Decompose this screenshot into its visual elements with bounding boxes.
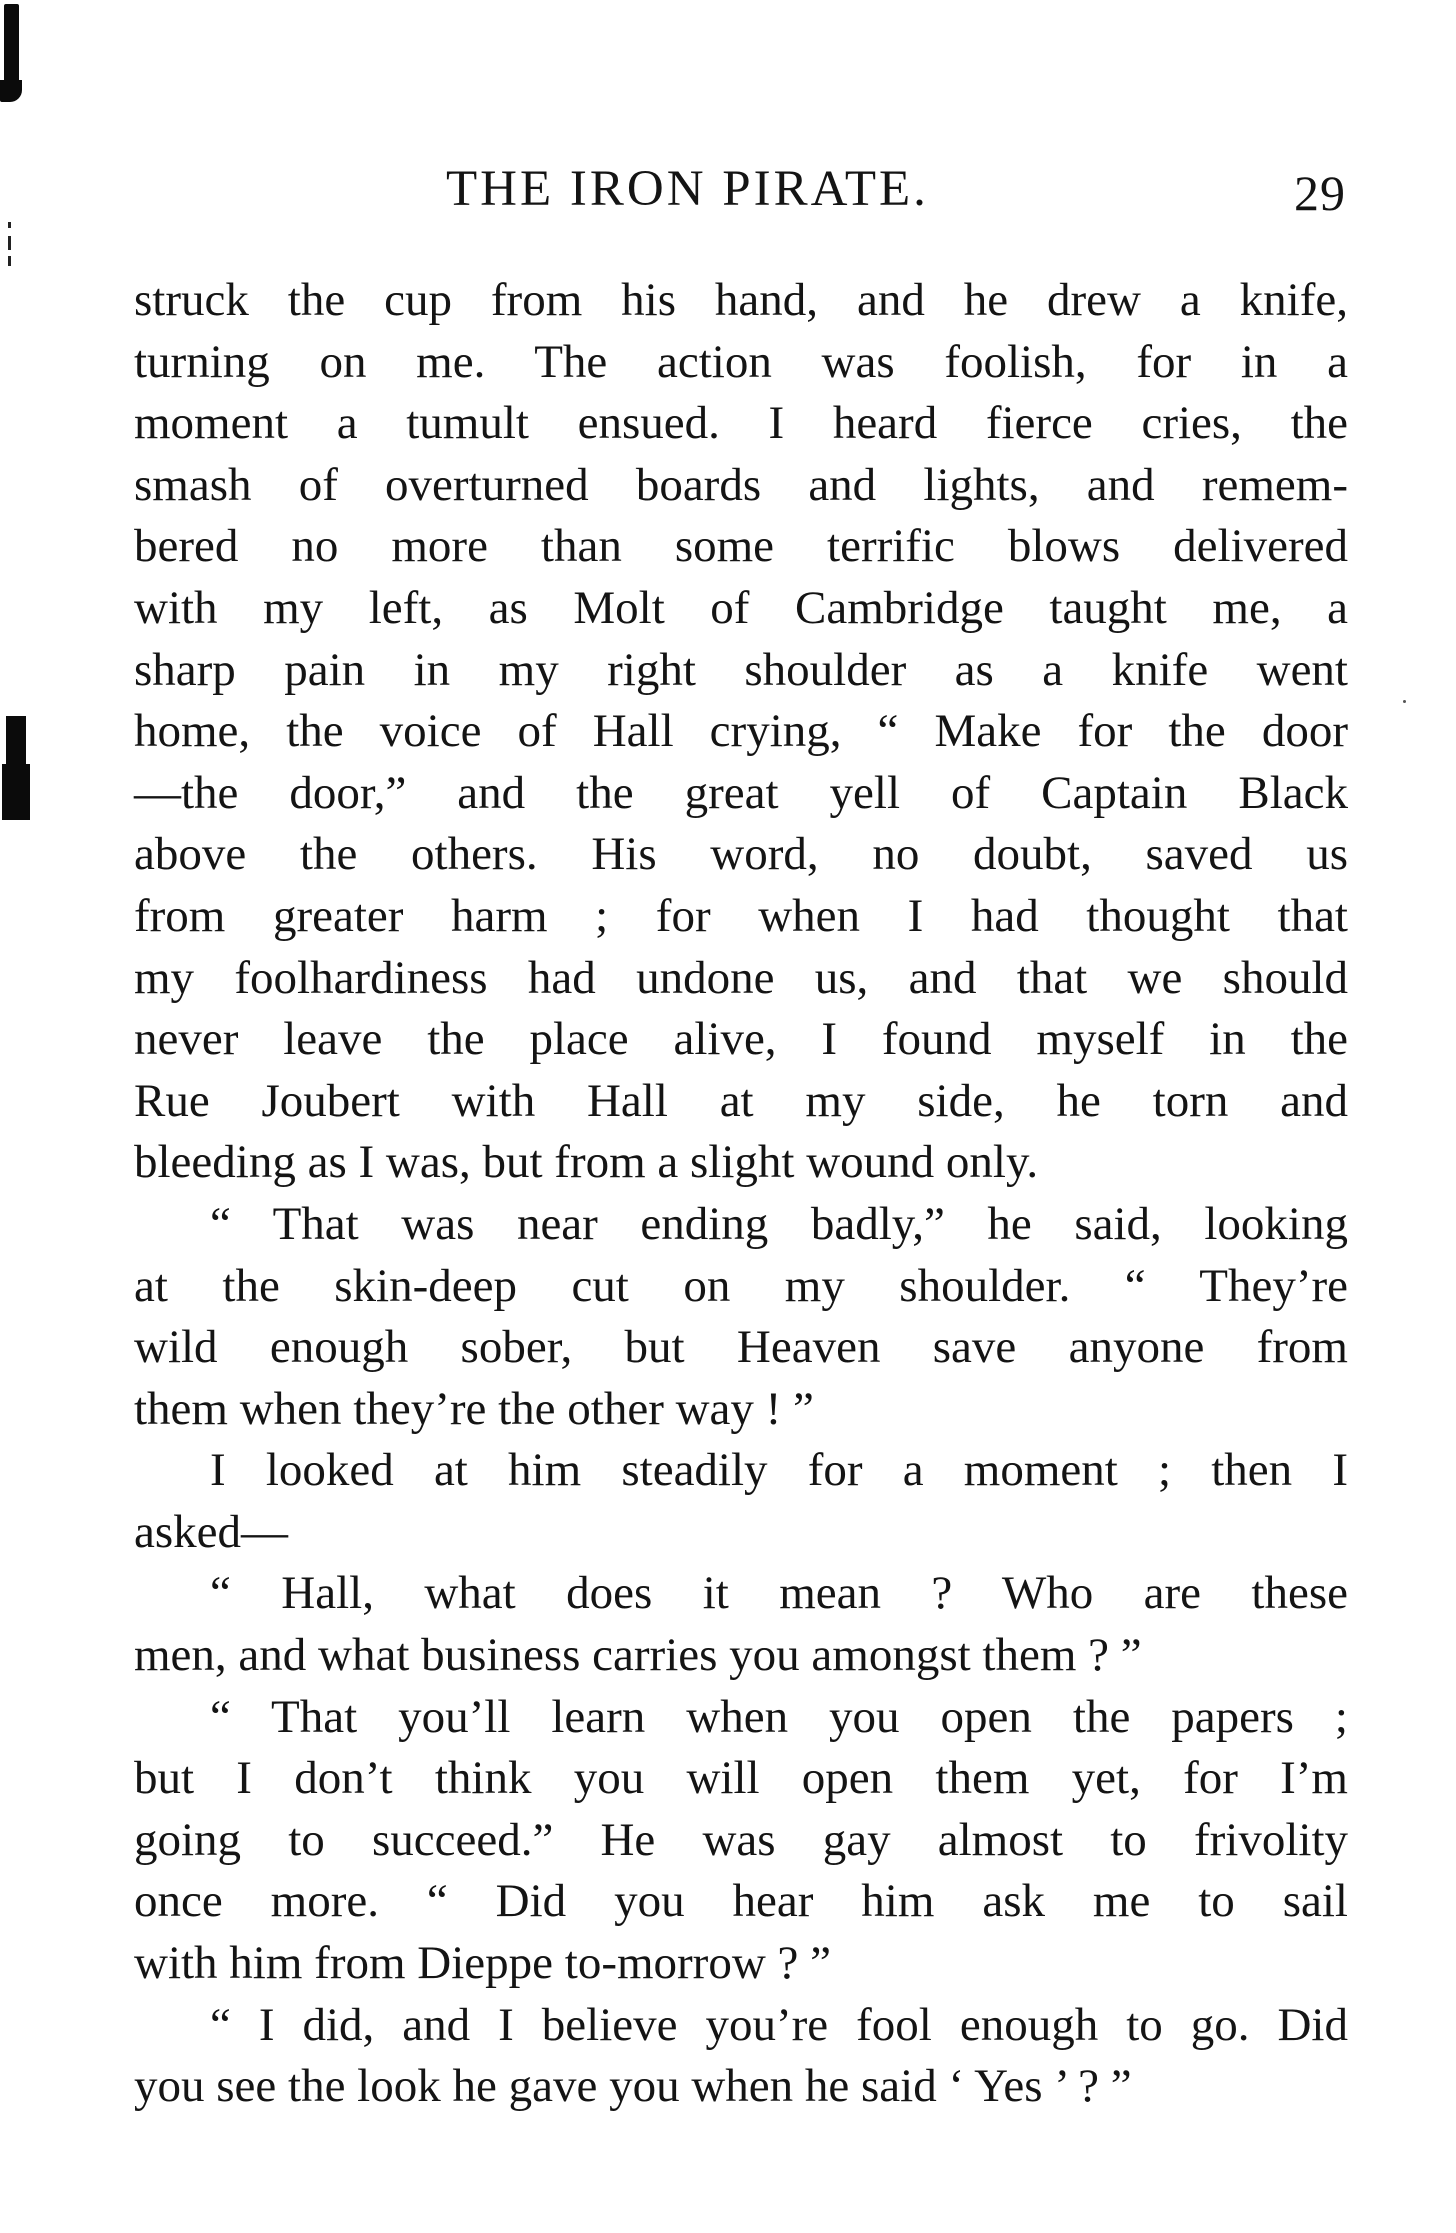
- text-line: going to succeed.” He was gay almost to frivolity: [134, 1813, 1348, 1866]
- running-title: THE IRON PIRATE.: [446, 161, 929, 217]
- text-line: “ That you’ll learn when you open the papers ;: [210, 1690, 1348, 1743]
- scan-speck: [8, 256, 11, 266]
- running-header: [136, 160, 1346, 220]
- scan-edge-mark: [4, 4, 19, 92]
- text-line: never leave the place alive, I found myself in the: [134, 1013, 1348, 1066]
- text-line: smash of overturned boards and lights, and remem-: [134, 458, 1348, 511]
- text-line: turning on me. The action was foolish, for in a: [134, 335, 1348, 388]
- text-line: my foolhardiness had undone us, and that we should: [134, 951, 1348, 1004]
- text-line: home, the voice of Hall crying, “ Make for the door: [134, 705, 1348, 758]
- text-line: men, and what business carries you amongst them ? ”: [134, 1629, 1142, 1682]
- text-line: but I don’t think you will open them yet, for I’m: [134, 1752, 1348, 1805]
- text-line: above the others. His word, no doubt, saved us: [134, 828, 1348, 881]
- scan-speck: [8, 236, 11, 250]
- scan-speck: [1403, 700, 1406, 703]
- scan-edge-mark: [2, 764, 30, 820]
- text-line: “ That was near ending badly,” he said, looking: [210, 1197, 1348, 1250]
- text-line: “ I did, and I believe you’re fool enough to go. Did: [210, 1998, 1348, 2051]
- text-line: from greater harm ; for when I had thought that: [134, 889, 1348, 942]
- text-line: bered no more than some terrific blows delivered: [134, 520, 1348, 573]
- text-line: I looked at him steadily for a moment ; then I: [210, 1444, 1348, 1497]
- text-line: moment a tumult ensued. I heard fierce cries, the: [134, 397, 1348, 450]
- text-line: you see the look he gave you when he said ‘ Yes ’ ? ”: [134, 2060, 1132, 2113]
- scan-speck: [8, 222, 11, 228]
- page-number: 29: [1294, 165, 1346, 221]
- text-line: with my left, as Molt of Cambridge taught me, a: [134, 581, 1348, 634]
- text-line: sharp pain in my right shoulder as a knife went: [134, 643, 1348, 696]
- text-line: wild enough sober, but Heaven save anyone from: [134, 1321, 1348, 1374]
- text-line: at the skin-deep cut on my shoulder. “ They’re: [134, 1259, 1348, 1312]
- text-line: with him from Dieppe to-morrow ? ”: [134, 1937, 831, 1990]
- text-line: “ Hall, what does it mean ? Who are these: [210, 1567, 1348, 1620]
- text-line: asked—: [134, 1505, 289, 1558]
- text-line: Rue Joubert with Hall at my side, he torn and: [134, 1074, 1348, 1127]
- body-text: [134, 270, 1348, 2118]
- text-line: struck the cup from his hand, and he drew a knife,: [134, 274, 1348, 326]
- scan-edge-mark: [0, 80, 22, 102]
- text-line: them when they’re the other way ! ”: [134, 1382, 814, 1435]
- text-line: once more. “ Did you hear him ask me to sail: [134, 1875, 1348, 1928]
- scan-edge-mark: [6, 716, 26, 768]
- text-line: —the door,” and the great yell of Captain Black: [134, 766, 1348, 819]
- text-line: bleeding as I was, but from a slight wound only.: [134, 1136, 1039, 1189]
